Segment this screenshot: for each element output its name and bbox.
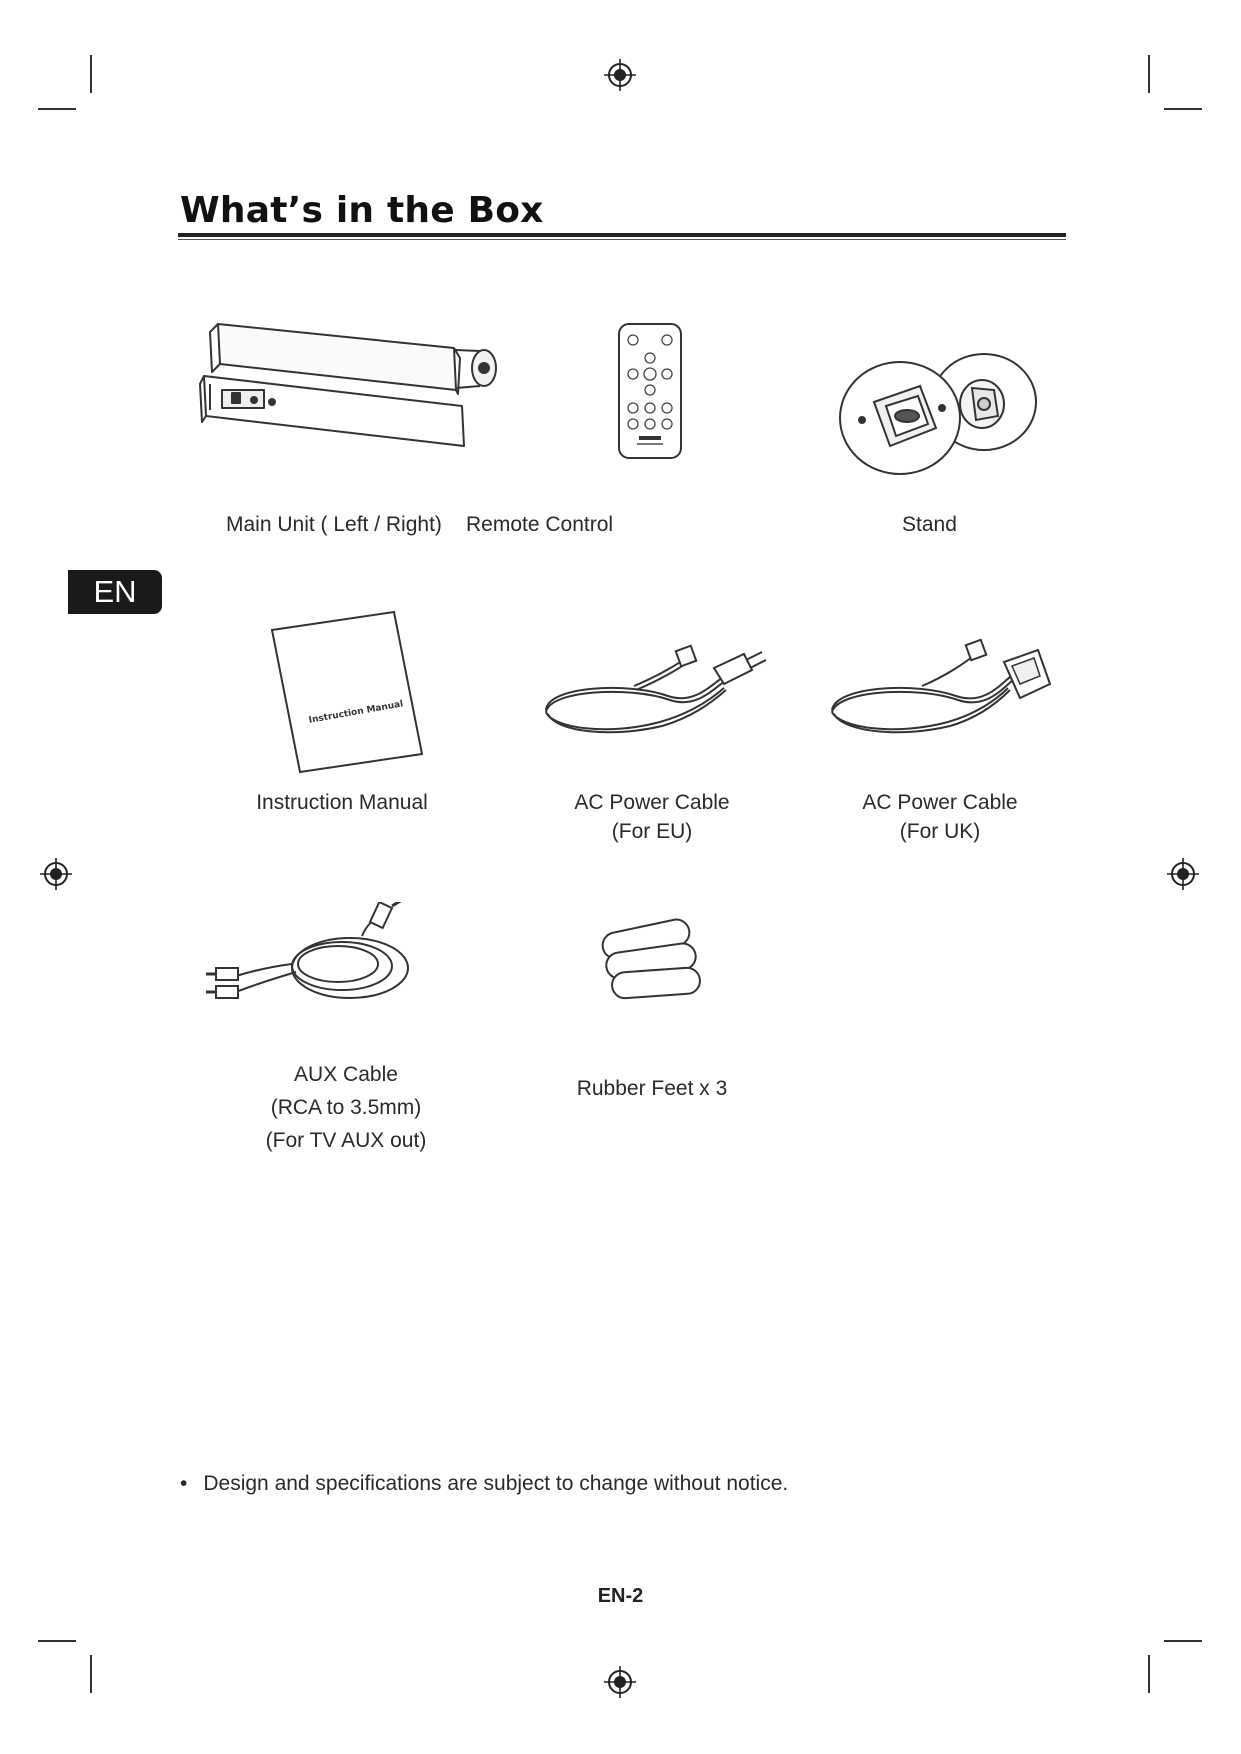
ac-power-cable-eu-illustration [538,640,768,740]
stand-illustration [838,350,1042,482]
instruction-manual-illustration [268,608,428,774]
aux-cable-line1: AUX Cable [294,1063,398,1086]
registration-mark-bottom-icon [603,1665,637,1699]
remote-control-caption: Remote Control [466,513,614,536]
crop-mark-tr-h [1164,108,1202,110]
crop-mark-tl-h [38,108,76,110]
ac-power-cable-uk-line1: AC Power Cable [862,791,1018,814]
crop-mark-tr-v [1148,55,1150,93]
bullet-point: • [180,1472,188,1495]
language-tab: EN [68,570,162,614]
aux-cable-line3: (For TV AUX out) [265,1129,427,1152]
crop-mark-br-h [1164,1640,1202,1642]
title-underline [178,233,1066,237]
ac-power-cable-eu-line1: AC Power Cable [574,791,730,814]
registration-mark-right-icon [1166,857,1200,891]
ac-power-cable-eu-line2: (For EU) [611,820,693,843]
ac-power-cable-uk-caption [820,788,1060,846]
main-unit-caption: Main Unit ( Left / Right) [226,513,442,536]
title-underline-thin [178,239,1066,240]
rubber-feet-illustration [596,918,708,1004]
manual-cover-text: Instruction Manual [308,699,405,726]
registration-mark-top-icon [603,58,637,92]
rubber-feet-caption: Rubber Feet x 3 [576,1077,728,1100]
ac-power-cable-eu-caption [532,788,772,846]
disclaimer-note [180,1472,788,1496]
aux-cable-line2: (RCA to 3.5mm) [270,1096,422,1119]
page-number: EN-2 [597,1585,644,1607]
page-title: What’s in the Box [180,190,544,231]
aux-cable-caption [226,1058,466,1157]
registration-mark-left-icon [39,857,73,891]
crop-mark-bl-v [90,1655,92,1693]
crop-mark-tl-v [90,55,92,93]
remote-control-illustration [615,322,685,462]
ac-power-cable-uk-illustration [826,636,1056,740]
ac-power-cable-uk-line2: (For UK) [899,820,981,843]
crop-mark-br-v [1148,1655,1150,1693]
disclaimer-text: Design and specifications are subject to change without notice. [203,1472,789,1495]
stand-caption: Stand [902,513,957,536]
aux-cable-illustration [206,902,436,1012]
main-unit-illustration [198,318,508,458]
instruction-manual-caption: Instruction Manual [256,791,428,814]
crop-mark-bl-h [38,1640,76,1642]
